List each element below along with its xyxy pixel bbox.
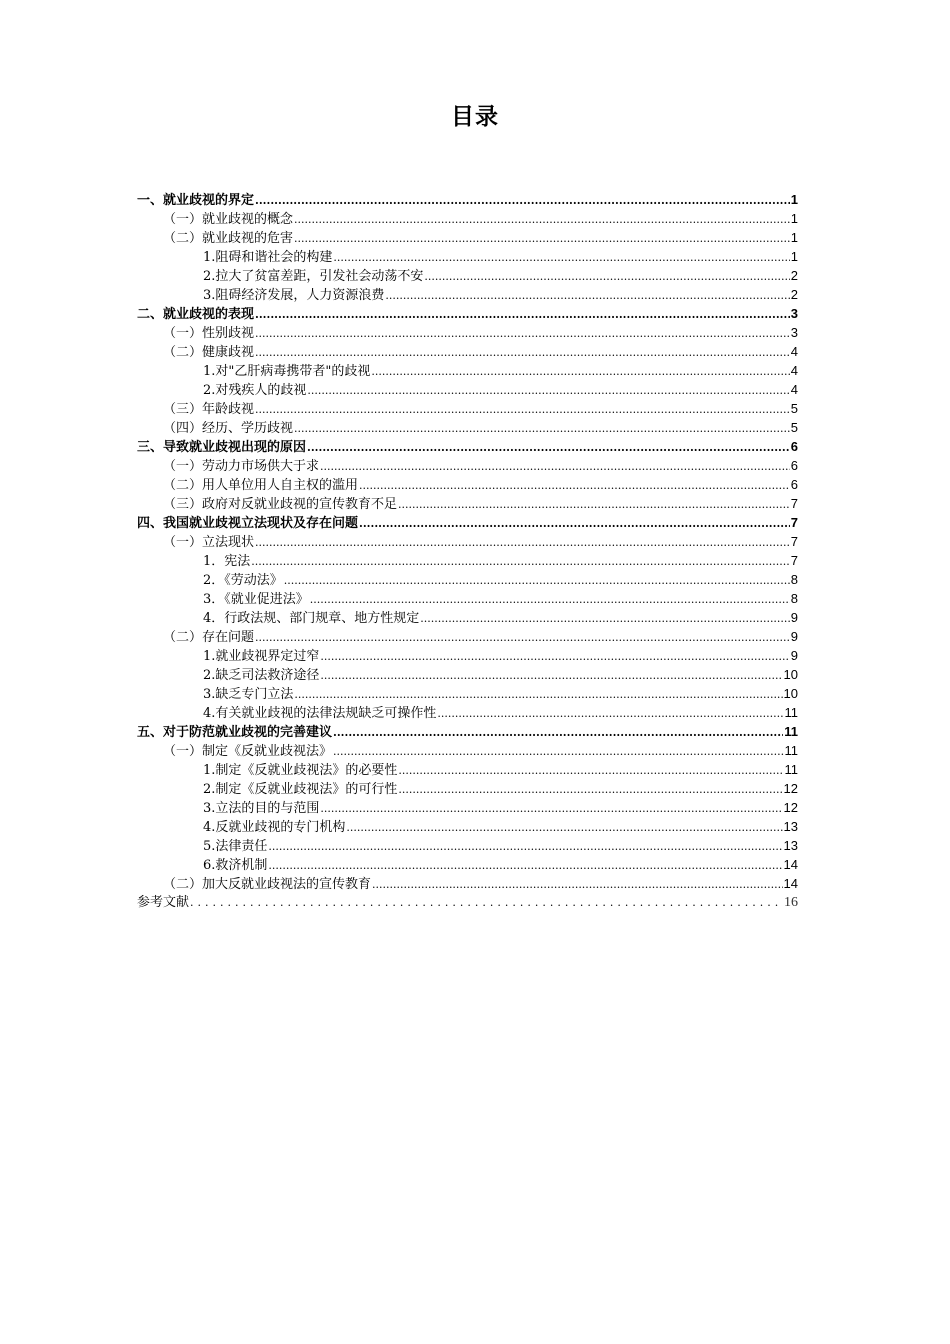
toc-page-number: 1 — [790, 192, 798, 207]
page-title: 目录 — [451, 104, 499, 130]
toc-page-number: 12 — [783, 781, 798, 796]
toc-page-number: 9 — [790, 629, 798, 644]
toc-entry[interactable] — [137, 760, 798, 779]
toc-page-number: 12 — [783, 800, 798, 815]
toc-page-number: 1 — [790, 230, 798, 245]
toc-entry[interactable] — [137, 532, 798, 551]
toc-entry-title: 四、我国就业歧视立法现状及存在问题 — [137, 516, 359, 531]
toc-entry-title: 6.救济机制 — [203, 858, 268, 873]
toc-entry[interactable] — [137, 494, 798, 513]
table-of-contents — [137, 190, 798, 912]
toc-entry-title: （二）就业歧视的危害 — [163, 231, 294, 246]
toc-dot-leader — [251, 552, 789, 570]
toc-entry[interactable] — [137, 342, 798, 361]
toc-entry-title: （三）年龄歧视 — [163, 402, 255, 417]
toc-page-number: 7 — [790, 496, 798, 511]
toc-page-number: 10 — [783, 686, 798, 701]
toc-entry-title: 2.对残疾人的歧视 — [203, 383, 307, 398]
toc-entry[interactable] — [137, 741, 798, 760]
toc-entry[interactable] — [137, 836, 798, 855]
toc-entry[interactable] — [137, 551, 798, 570]
toc-dot-leader — [420, 609, 789, 627]
toc-dot-leader — [320, 457, 790, 475]
toc-entry[interactable] — [137, 304, 798, 323]
toc-entry-title: 一、就业歧视的界定 — [137, 193, 255, 208]
toc-page-number: 3 — [790, 306, 798, 321]
toc-dot-leader — [333, 723, 783, 741]
toc-entry-title: 3.缺乏专门立法 — [203, 687, 294, 702]
toc-entry-title: 4．行政法规、部门规章、地方性规定 — [203, 611, 420, 626]
toc-entry[interactable] — [137, 456, 798, 475]
toc-dot-leader — [320, 647, 789, 665]
toc-dot-leader — [255, 191, 790, 209]
toc-page-number: 6 — [790, 439, 798, 454]
toc-page-number: 2 — [790, 287, 798, 302]
toc-entry-title: （一）就业歧视的概念 — [163, 212, 294, 227]
toc-dot-leader — [371, 362, 789, 380]
toc-entry[interactable] — [137, 893, 798, 912]
toc-entry-title: 2.拉大了贫富差距，引发社会动荡不安 — [203, 269, 424, 284]
toc-page-number: 10 — [783, 667, 798, 682]
toc-dot-leader — [294, 419, 790, 437]
toc-entry-title: 4.有关就业歧视的法律法规缺乏可操作性 — [203, 706, 437, 721]
toc-entry-title: （一）制定《反就业歧视法》 — [163, 744, 333, 759]
toc-entry-title: （二）加大反就业歧视法的宣传教育 — [163, 877, 372, 892]
toc-page-number: 4 — [790, 382, 798, 397]
toc-entry[interactable] — [137, 684, 798, 703]
toc-page-number: 7 — [790, 515, 798, 530]
toc-entry[interactable] — [137, 285, 798, 304]
toc-entry-title: 3.阻碍经济发展，人力资源浪费 — [203, 288, 385, 303]
toc-dot-leader — [320, 666, 782, 684]
toc-page-number: 13 — [783, 819, 798, 834]
toc-page-number: 14 — [783, 857, 798, 872]
toc-page-number: 7 — [790, 534, 798, 549]
toc-entry[interactable] — [137, 266, 798, 285]
toc-entry-title: （三）政府对反就业歧视的宣传教育不足 — [163, 497, 398, 512]
toc-page-number: 11 — [784, 762, 798, 777]
toc-entry-title: 参考文献 — [137, 895, 190, 910]
toc-dot-leader — [190, 893, 783, 912]
toc-entry[interactable] — [137, 475, 798, 494]
toc-page-number: 6 — [790, 458, 798, 473]
toc-entry[interactable] — [137, 380, 798, 399]
toc-page-number: 7 — [790, 553, 798, 568]
toc-page-number: 1 — [790, 211, 798, 226]
toc-dot-leader — [437, 704, 783, 722]
toc-page-number: 4 — [790, 344, 798, 359]
toc-entry[interactable] — [137, 874, 798, 893]
toc-entry[interactable] — [137, 247, 798, 266]
toc-entry-title: 2．《劳动法》 — [203, 573, 283, 588]
toc-dot-leader — [398, 761, 783, 779]
toc-entry[interactable] — [137, 437, 798, 456]
toc-entry[interactable] — [137, 399, 798, 418]
toc-entry[interactable] — [137, 627, 798, 646]
toc-dot-leader — [398, 495, 790, 513]
toc-entry-title: 3.立法的目的与范围 — [203, 801, 320, 816]
toc-entry[interactable] — [137, 798, 798, 817]
toc-entry-title: 1.就业歧视界定过窄 — [203, 649, 320, 664]
toc-dot-leader — [359, 476, 790, 494]
toc-page-number: 1 — [790, 249, 798, 264]
toc-entry-title: 5.法律责任 — [203, 839, 268, 854]
toc-entry-title: 三、导致就业歧视出现的原因 — [137, 440, 307, 455]
toc-page-number: 5 — [790, 401, 798, 416]
toc-dot-leader — [268, 837, 782, 855]
toc-entry[interactable] — [137, 646, 798, 665]
toc-entry[interactable] — [137, 323, 798, 342]
toc-page-number: 13 — [783, 838, 798, 853]
toc-dot-leader — [310, 590, 790, 608]
toc-dot-leader — [255, 305, 790, 323]
toc-entry[interactable] — [137, 703, 798, 722]
toc-dot-leader — [255, 628, 790, 646]
toc-entry-title: 1．宪法 — [203, 554, 251, 569]
toc-entry-title: 1.对"乙肝病毒携带者"的歧视 — [203, 364, 371, 379]
toc-dot-leader — [255, 343, 790, 361]
toc-entry-title: 4.反就业歧视的专门机构 — [203, 820, 346, 835]
toc-entry[interactable] — [137, 228, 798, 247]
toc-page-number: 2 — [790, 268, 798, 283]
toc-page-number: 8 — [790, 572, 798, 587]
toc-entry[interactable] — [137, 855, 798, 874]
toc-entry[interactable] — [137, 722, 798, 741]
toc-dot-leader — [268, 856, 782, 874]
toc-page-number: 11 — [784, 705, 798, 720]
toc-entry-title: （一）性别歧视 — [163, 326, 255, 341]
toc-page-number: 8 — [790, 591, 798, 606]
toc-dot-leader — [346, 818, 782, 836]
toc-entry-title: 3．《就业促进法》 — [203, 592, 309, 607]
toc-dot-leader — [372, 875, 783, 893]
toc-page-number: 11 — [784, 743, 798, 758]
toc-dot-leader — [284, 571, 790, 589]
toc-page-number: 16 — [784, 895, 798, 910]
toc-entry-title: 1.制定《反就业歧视法》的必要性 — [203, 763, 398, 778]
toc-entry-title: 2.缺乏司法救济途径 — [203, 668, 320, 683]
toc-entry-title: （二）用人单位用人自主权的滥用 — [163, 478, 359, 493]
toc-entry[interactable] — [137, 513, 798, 532]
toc-page-number: 6 — [790, 477, 798, 492]
toc-page-number: 3 — [790, 325, 798, 340]
toc-dot-leader — [333, 742, 783, 760]
toc-entry[interactable] — [137, 589, 798, 608]
toc-entry[interactable] — [137, 361, 798, 380]
toc-entry-title: 1.阻碍和谐社会的构建 — [203, 250, 333, 265]
toc-page-number: 9 — [790, 610, 798, 625]
toc-page-number: 14 — [783, 876, 798, 891]
toc-page-number: 9 — [790, 648, 798, 663]
toc-dot-leader — [255, 400, 790, 418]
toc-entry[interactable] — [137, 608, 798, 627]
toc-entry[interactable] — [137, 209, 798, 228]
toc-dot-leader — [255, 533, 790, 551]
toc-dot-leader — [320, 799, 782, 817]
toc-entry-title: 五、对于防范就业歧视的完善建议 — [137, 725, 333, 740]
toc-dot-leader — [307, 438, 790, 456]
toc-page-number: 4 — [790, 363, 798, 378]
toc-entry[interactable] — [137, 779, 798, 798]
toc-entry[interactable] — [137, 418, 798, 437]
toc-entry[interactable] — [137, 665, 798, 684]
toc-page-number: 5 — [790, 420, 798, 435]
toc-entry[interactable] — [137, 817, 798, 836]
toc-entry-title: 2.制定《反就业歧视法》的可行性 — [203, 782, 398, 797]
toc-dot-leader — [307, 381, 789, 399]
toc-dot-leader — [294, 685, 782, 703]
toc-entry-title: 二、就业歧视的表现 — [137, 307, 255, 322]
toc-entry-title: （二）存在问题 — [163, 630, 255, 645]
toc-entry-title: （一）立法现状 — [163, 535, 255, 550]
toc-dot-leader — [359, 514, 790, 532]
toc-entry[interactable] — [137, 570, 798, 589]
toc-dot-leader — [294, 210, 790, 228]
toc-entry-title: （四）经历、学历歧视 — [163, 421, 294, 436]
toc-dot-leader — [385, 286, 789, 304]
toc-dot-leader — [294, 229, 790, 247]
toc-entry-title: （二）健康歧视 — [163, 345, 255, 360]
toc-page-number: 11 — [784, 724, 798, 739]
toc-dot-leader — [424, 267, 789, 285]
toc-dot-leader — [333, 248, 789, 266]
toc-dot-leader — [255, 324, 790, 342]
toc-entry-title: （一）劳动力市场供大于求 — [163, 459, 320, 474]
toc-entry[interactable] — [137, 190, 798, 209]
toc-dot-leader — [398, 780, 782, 798]
